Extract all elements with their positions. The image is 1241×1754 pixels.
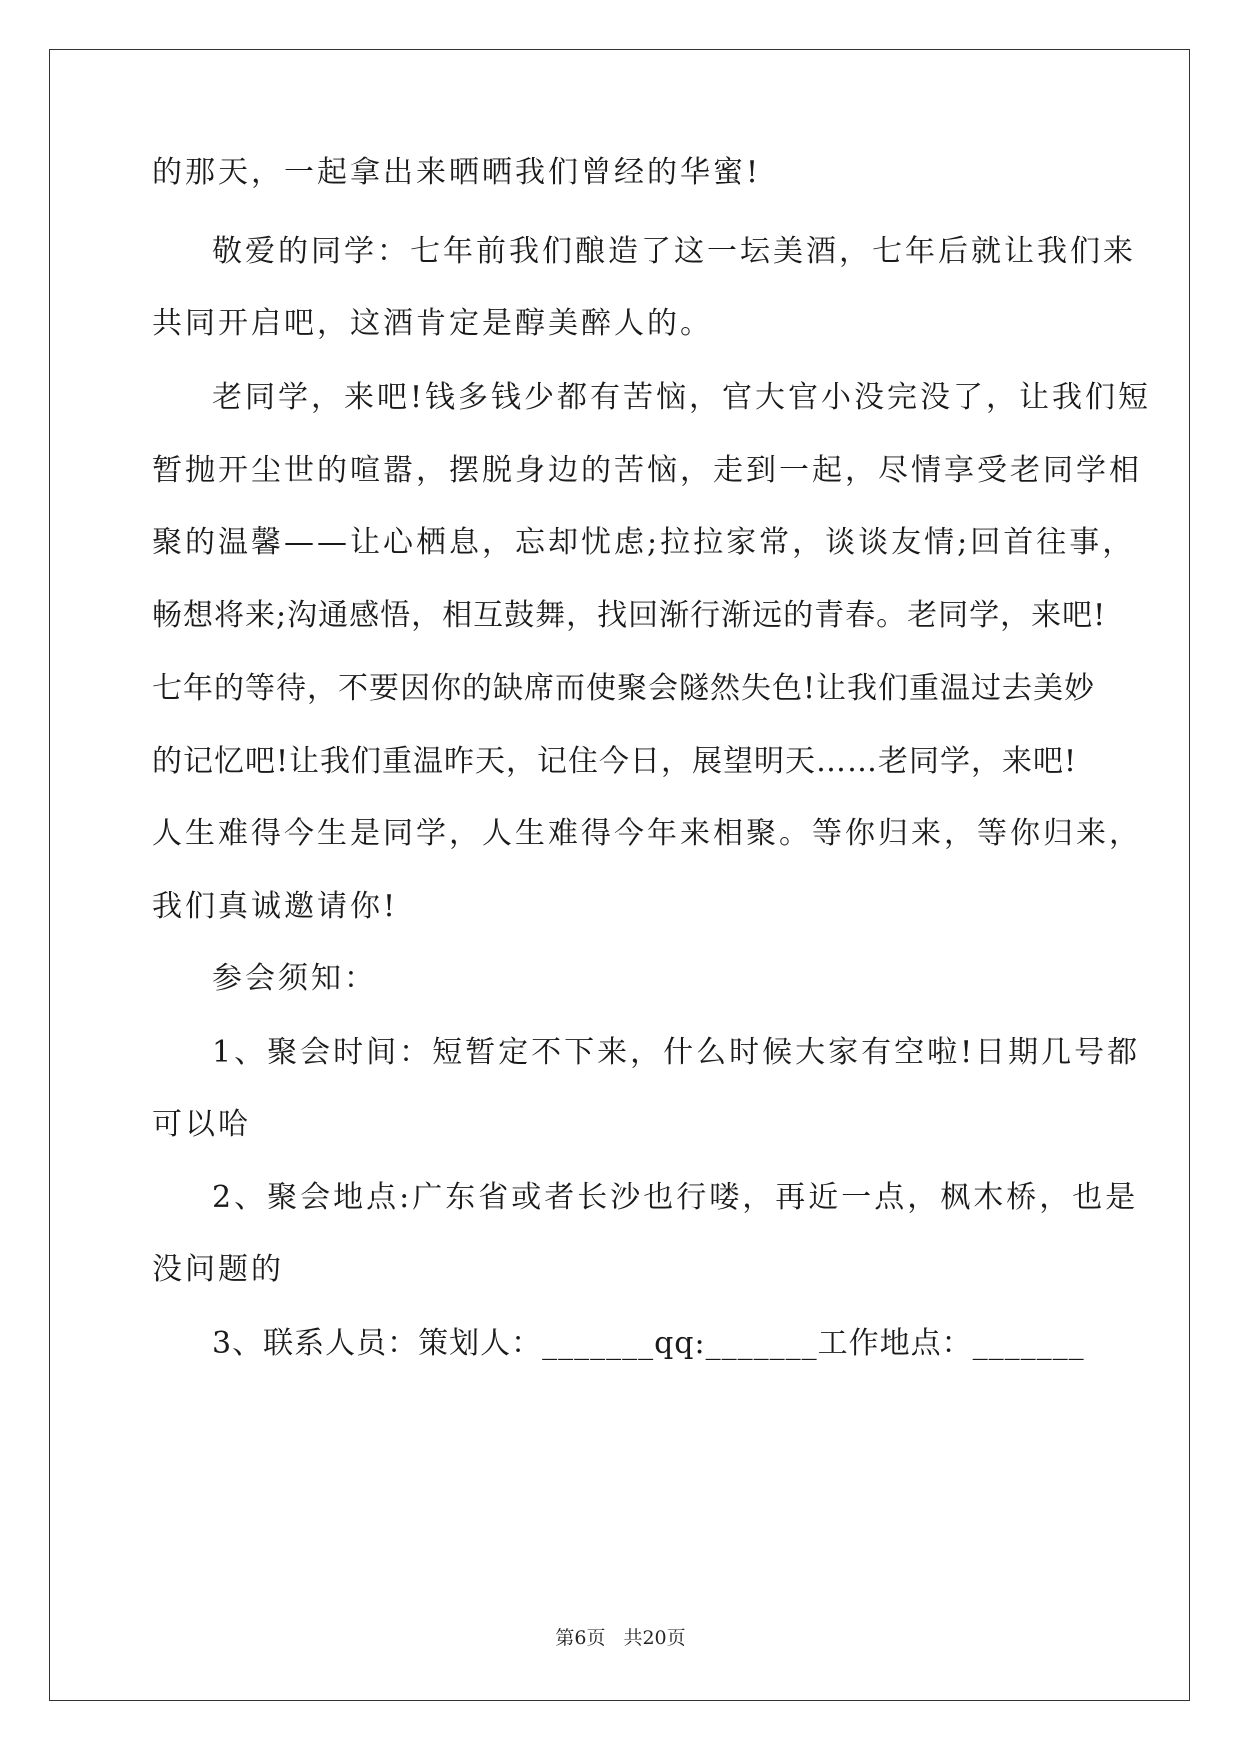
list-item: 3、联系人员：策划人：_______qq:_______工作地点：_______ xyxy=(212,1326,1085,1361)
page-frame xyxy=(49,49,1190,1701)
text-line: 没问题的 xyxy=(152,1252,284,1287)
section-heading: 参会须知： xyxy=(212,961,377,996)
page-total: 共20页 xyxy=(623,1627,686,1649)
text-line: 我们真诚邀请你! xyxy=(152,889,399,924)
text-line: 的那天，一起拿出来晒晒我们曾经的华蜜! xyxy=(152,155,762,190)
text-line: 畅想将来;沟通感悟，相互鼓舞，找回渐行渐远的青春。老同学，来吧! xyxy=(152,598,1107,633)
text-line: 暂抛开尘世的喧嚣，摆脱身边的苦恼，走到一起，尽情享受老同学相 xyxy=(152,453,1142,488)
text-line: 的记忆吧!让我们重温昨天，记住今日，展望明天……老同学，来吧! xyxy=(152,744,1078,779)
text-line: 聚的温馨——让心栖息，忘却忧虑;拉拉家常，谈谈友情;回首往事， xyxy=(152,525,1136,560)
text-line: 敬爱的同学：七年前我们酿造了这一坛美酒，七年后就让我们来 xyxy=(212,234,1136,269)
page-number: 第6页 xyxy=(555,1627,606,1649)
text-line: 可以哈 xyxy=(152,1107,251,1142)
text-line: 老同学，来吧!钱多钱少都有苦恼，官大官小没完没了，让我们短 xyxy=(212,380,1152,415)
page-footer xyxy=(0,1626,1241,1650)
text-line: 共同开启吧，这酒肯定是醇美醉人的。 xyxy=(152,306,713,341)
text-line: 人生难得今生是同学，人生难得今年来相聚。等你归来，等你归来， xyxy=(152,816,1142,851)
list-item: 1、聚会时间：短暂定不下来，什么时候大家有空啦!日期几号都 xyxy=(212,1035,1141,1070)
list-item: 2、聚会地点:广东省或者长沙也行喽，再近一点，枫木桥，也是 xyxy=(212,1180,1139,1215)
text-line: 七年的等待，不要因你的缺席而使聚会隧然失色!让我们重温过去美妙 xyxy=(152,671,1096,706)
